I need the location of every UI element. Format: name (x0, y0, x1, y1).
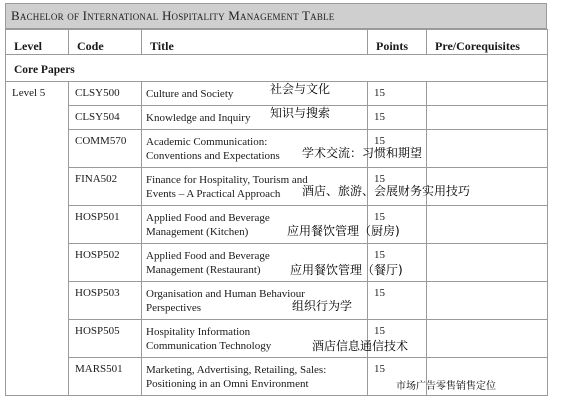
cell-points: 15 (368, 244, 427, 282)
title-line: Management (Restaurant) (146, 264, 261, 276)
cell-code: HOSP505 (69, 320, 142, 358)
papers-table (5, 29, 548, 396)
title-line: Hospitality Information (146, 326, 251, 338)
title-line: Conventions and Expectations (146, 150, 280, 162)
title-line: Knowledge and Inquiry (146, 112, 251, 124)
cell-level (6, 320, 69, 358)
chinese-annotation: 市场广告零售销售定位 (396, 381, 496, 392)
title-line: Applied Food and Beverage (146, 212, 270, 224)
header-prerequisites: Pre/Corequisites (427, 30, 548, 55)
table-row (6, 106, 548, 130)
cell-code: FINA502 (69, 168, 142, 206)
table-row (6, 358, 548, 396)
table-row (6, 282, 548, 320)
chinese-annotation: 组织行为学 (292, 299, 353, 313)
cell-prerequisites (427, 206, 548, 244)
chinese-annotation: 应用餐饮管理（餐厅) (290, 263, 403, 277)
section-core-papers: Core Papers (6, 55, 548, 82)
cell-level: Level 5 (6, 82, 69, 106)
title-line: Perspectives (146, 302, 201, 314)
cell-level (6, 130, 69, 168)
table-row (6, 244, 548, 282)
cell-points: 15 (368, 168, 427, 206)
cell-code: COMM570 (69, 130, 142, 168)
cell-title (142, 106, 368, 130)
header-points: Points (368, 30, 427, 55)
cell-level (6, 358, 69, 396)
chinese-annotation: 学术交流：习惯和期望 (302, 146, 423, 160)
cell-prerequisites (427, 130, 548, 168)
cell-points: 15 (368, 82, 427, 106)
cell-points: 15 (368, 282, 427, 320)
cell-code: CLSY504 (69, 106, 142, 130)
cell-prerequisites (427, 282, 548, 320)
cell-prerequisites (427, 106, 548, 130)
table-row (6, 320, 548, 358)
cell-points: 15 (368, 320, 427, 358)
title-line: Communication Technology (146, 340, 272, 352)
header-level: Level (6, 30, 69, 55)
table-title: Bachelor of International Hospitality Management Table (5, 3, 547, 29)
cell-prerequisites (427, 82, 548, 106)
cell-code: HOSP503 (69, 282, 142, 320)
cell-prerequisites (427, 320, 548, 358)
table-row (6, 130, 548, 168)
cell-code: MARS501 (69, 358, 142, 396)
title-line: Organisation and Human Behaviour (146, 288, 305, 300)
chinese-annotation: 酒店、旅游、会展财务实用技巧 (302, 184, 471, 198)
title-line: Finance for Hospitality, Tourism and (146, 174, 308, 186)
chinese-annotation: 社会与文化 (270, 82, 331, 96)
cell-title (142, 82, 368, 106)
chinese-annotation: 应用餐饮管理（厨房) (287, 224, 400, 238)
cell-code: CLSY500 (69, 82, 142, 106)
title-line: Marketing, Advertising, Retailing, Sales: (146, 364, 327, 376)
cell-points: 15 (368, 358, 427, 396)
cell-title (142, 282, 368, 320)
cell-points: 15 (368, 130, 427, 168)
title-line: Academic Communication: (146, 136, 268, 148)
section-row (6, 55, 548, 82)
table-row (6, 82, 548, 106)
table-row (6, 206, 548, 244)
cell-points: 15 (368, 106, 427, 130)
table-row (6, 168, 548, 206)
cell-prerequisites (427, 244, 548, 282)
cell-level (6, 168, 69, 206)
title-line: Culture and Society (146, 88, 234, 100)
cell-code: HOSP502 (69, 244, 142, 282)
cell-level (6, 244, 69, 282)
title-line: Events – A Practical Approach (146, 188, 281, 200)
cell-level (6, 206, 69, 244)
header-title: Title (142, 30, 368, 55)
cell-points: 15 (368, 206, 427, 244)
header-code: Code (69, 30, 142, 55)
cell-level (6, 106, 69, 130)
cell-code: HOSP501 (69, 206, 142, 244)
title-line: Management (Kitchen) (146, 226, 249, 238)
title-line: Applied Food and Beverage (146, 250, 270, 262)
header-row (6, 30, 548, 55)
title-line: Positioning in an Omni Environment (146, 378, 309, 390)
cell-level (6, 282, 69, 320)
chinese-annotation: 酒店信息通信技术 (312, 339, 409, 353)
chinese-annotation: 知识与搜索 (270, 106, 331, 120)
hospitality-table-page (5, 3, 547, 396)
